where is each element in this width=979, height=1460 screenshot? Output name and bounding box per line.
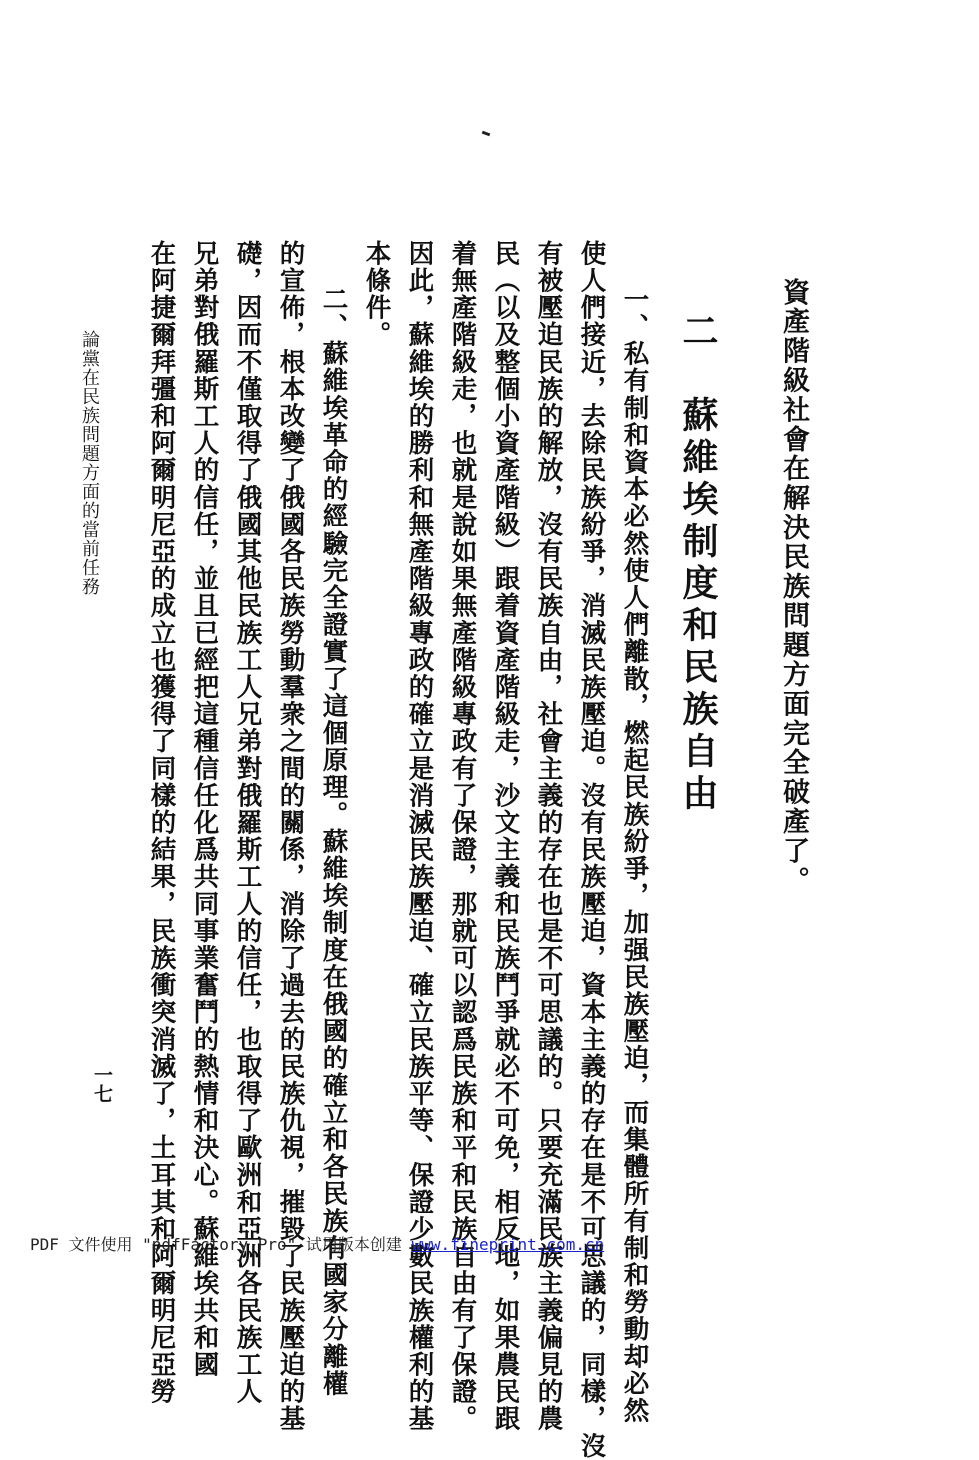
pdf-footer [30, 1232, 604, 1255]
heading-subtitle: 資產階級社會在解決民族問題方面完全破產了。 [778, 278, 809, 896]
text-column-11: 兄弟對俄羅斯工人的信任，並且已經把這種信任化爲共同事業奮鬥的熱情和決心。蘇維埃共和國 [189, 240, 220, 1379]
text-column-2: 使人們接近，去除民族紛爭，消滅民族壓迫。沒有民族壓迫，資本主義的存在是不可思議的，同樣，沒 [576, 240, 607, 1460]
text-column-1: 一、私有制和資本必然使人們離散，燃起民族紛爭，加强民族壓迫，而集體所有制和勞動却必然 [619, 286, 650, 1425]
text-column-10: 礎，因而不僅取得了俄國其他民族工人兄弟對俄羅斯工人的信任，也取得了歐洲和亞洲各民族工人 [232, 240, 263, 1406]
text-column-7: 本條件。 [361, 240, 392, 349]
chapter-title: 二 蘇維埃制度和民族自由 [677, 312, 719, 816]
text-column-6: 因此，蘇維埃的勝利和無產階級專政的確立是消滅民族壓迫、確立民族平等、保證少數民族權利的基 [404, 240, 435, 1433]
page-number: 一七 [91, 1065, 113, 1103]
text-column-8: 二、蘇維埃革命的經驗完全證實了這個原理。蘇維埃制度在俄國的確立和各民族有國家分離權 [318, 286, 349, 1398]
text-column-12: 在阿捷爾拜彊和阿爾明尼亞的成立也獲得了同樣的結果，民族衝突消滅了，土耳其和阿爾明尼亞勞 [146, 240, 177, 1406]
ink-speck [482, 131, 491, 137]
text-column-5: 着無產階級走，也就是說如果無產階級專政有了保證，那就可以認爲民族和平和民族自由有了保證。 [447, 240, 478, 1433]
running-footer-title: 論黨在民族問題方面的當前任務 [79, 330, 100, 596]
pdf-footer-text: PDF 文件使用 "pdfFactory Pro" 试用版本创建 [30, 1235, 402, 1254]
fineprint-link[interactable]: www.fineprint.com.cn [411, 1235, 605, 1254]
text-column-3: 有被壓迫民族的解放，沒有民族自由，社會主義的存在也是不可思議的。只要充滿民族主義偏見的農 [533, 240, 564, 1433]
text-column-9: 的宣佈，根本改變了俄國各民族勞動羣衆之間的關係，消除了過去的民族仇視，摧毀了民族壓迫的基 [275, 240, 306, 1433]
text-column-4: 民（以及整個小資產階級）跟着資產階級走，沙文主義和民族鬥爭就必不可免，相反地，如果農民跟 [490, 240, 521, 1433]
